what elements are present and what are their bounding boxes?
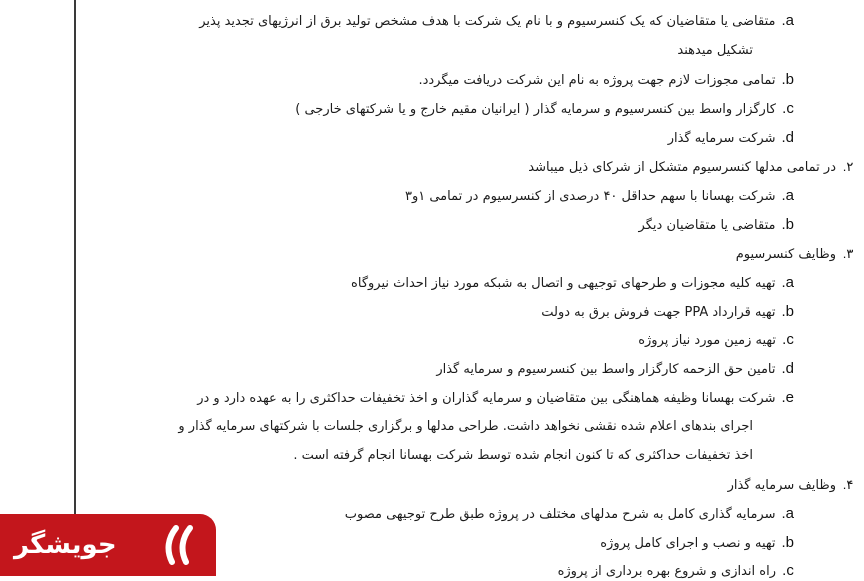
list-item-text: تمامی مجوزات لازم جهت پروژه به نام این شرکت دریافت میگردد. bbox=[418, 73, 776, 88]
list-item bbox=[639, 216, 794, 235]
list-marker: c. bbox=[782, 562, 794, 579]
list-item bbox=[728, 476, 854, 495]
list-item bbox=[558, 562, 794, 581]
list-item-text: شرکت سرمایه گذار bbox=[667, 131, 776, 146]
list-item-text: شرکت بهسانا وظیفه هماهنگی بین متقاضیان و سرمایه گذاران و اخذ تخفیفات حداکثری را به عهده دارد و در bbox=[197, 391, 776, 406]
list-marker: ۳. bbox=[842, 246, 854, 261]
list-item-text: شرکت بهسانا با سهم حداقل ۴۰ درصدی از کنسرسیوم در تمامی ۱و۳ bbox=[404, 189, 776, 204]
list-marker: a. bbox=[781, 274, 794, 291]
list-marker: b. bbox=[781, 71, 794, 88]
list-item bbox=[668, 129, 794, 148]
list-item-text: وظایف کنسرسیوم bbox=[735, 247, 836, 262]
list-item bbox=[199, 12, 794, 31]
list-item bbox=[638, 331, 794, 350]
list-item-text: کارگزار واسط بین کنسرسیوم و سرمایه گذار ( ایرانیان مقیم خارج و یا شرکتهای خارجی ) bbox=[295, 102, 776, 117]
list-item-text: وظایف سرمایه گذار bbox=[727, 478, 836, 493]
list-item-text: تهیه و نصب و اجرای کامل پروژه bbox=[600, 536, 776, 551]
list-item bbox=[295, 100, 794, 119]
list-item-text: اخذ تخفیفات حداکثری که تا کنون انجام شده توسط شرکت بهسانا انجام گرفته است . bbox=[293, 448, 753, 463]
list-item bbox=[197, 389, 794, 408]
brand-mark-icon bbox=[158, 524, 202, 566]
list-marker: d. bbox=[781, 129, 794, 146]
list-item bbox=[541, 303, 794, 322]
list-item-text: اجرای بندهای اعلام شده نقشی نخواهد داشت. طراحی مدلها و برگزاری جلسات با شرکتهای سرمایه گذار و bbox=[178, 419, 753, 434]
list-marker: d. bbox=[781, 360, 794, 377]
list-marker: a. bbox=[781, 12, 794, 29]
list-marker: a. bbox=[781, 505, 794, 522]
list-item-text: راه اندازی و شروع بهره برداری از پروژه bbox=[557, 564, 776, 579]
list-item-text: در تمامی مدلها کنسرسیوم متشکل از شرکای ذیل میباشد bbox=[528, 160, 836, 175]
list-item-text: سرمایه گذاری کامل به شرح مدلهای مختلف در پروژه طبق طرح توجیهی مصوب bbox=[344, 507, 776, 522]
list-item-text: متقاضی یا متقاضیان دیگر bbox=[638, 218, 776, 233]
list-marker: b. bbox=[781, 303, 794, 320]
list-item bbox=[600, 534, 794, 553]
document-page bbox=[78, 0, 864, 579]
page-margin-rule bbox=[74, 0, 76, 576]
list-item bbox=[405, 187, 794, 206]
list-marker: c. bbox=[782, 100, 794, 117]
list-item bbox=[293, 447, 771, 465]
logo-text: جویشگر bbox=[14, 530, 117, 560]
list-marker: b. bbox=[781, 534, 794, 551]
list-item bbox=[345, 505, 794, 524]
list-item-text: تشکیل میدهند bbox=[677, 43, 753, 58]
list-item-text: تامین حق الزحمه کارگزار واسط بین کنسرسیوم و سرمایه گذار bbox=[436, 362, 776, 377]
list-item bbox=[436, 360, 794, 379]
list-item-text: متقاضی یا متقاضیان که یک کنسرسیوم و با نام یک شرکت با هدف مشخص تولید برق از انرژیهای تجدید پذیر bbox=[199, 14, 776, 29]
watermark-logo bbox=[0, 514, 216, 576]
list-item bbox=[528, 158, 854, 177]
list-item bbox=[418, 71, 794, 90]
list-marker: ۴. bbox=[842, 477, 854, 492]
list-marker: ۲. bbox=[842, 159, 854, 174]
list-marker: a. bbox=[781, 187, 794, 204]
list-item bbox=[351, 274, 794, 293]
list-marker: b. bbox=[781, 216, 794, 233]
list-marker: e. bbox=[781, 389, 794, 406]
list-item bbox=[677, 42, 771, 60]
list-item-text: تهیه کلیه مجوزات و طرحهای توجیهی و اتصال به شبکه مورد نیاز احداث نیروگاه bbox=[351, 276, 776, 291]
list-item bbox=[178, 418, 771, 436]
list-item bbox=[736, 245, 854, 264]
list-item-text: تهیه قرارداد PPA جهت فروش برق به دولت bbox=[541, 305, 776, 320]
list-marker: c. bbox=[782, 331, 794, 348]
list-item-text: تهیه زمین مورد نیاز پروژه bbox=[638, 333, 776, 348]
